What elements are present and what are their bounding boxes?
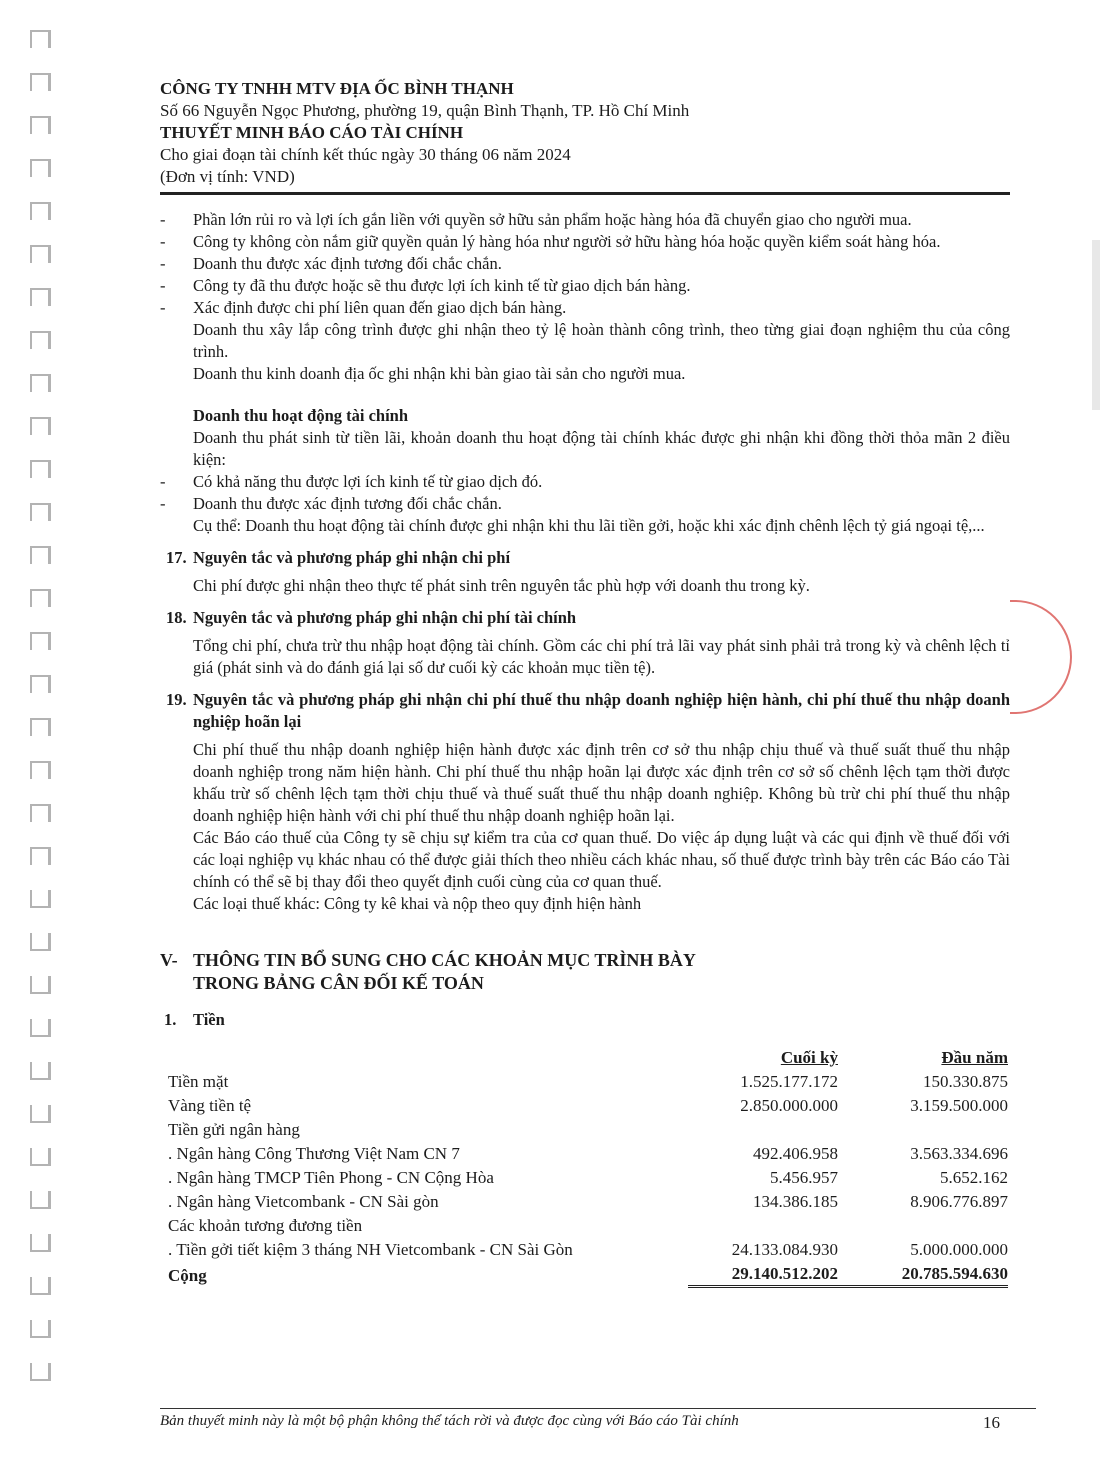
red-seal-stamp: [1010, 600, 1072, 714]
section-heading-19: 19. Nguyên tắc và phương pháp ghi nhận chi phí thuế thu nhập doanh nghiệp hiện hành, chi phí thuế thu nhập doanh nghiệp hoãn lại: [166, 690, 1010, 731]
document-title: THUYẾT MINH BÁO CÁO TÀI CHÍNH: [160, 123, 464, 142]
page-edge-shadow: [1092, 240, 1100, 410]
page-footer: [160, 1408, 1036, 1433]
part-v-heading: V- THÔNG TIN BỔ SUNG CHO CÁC KHOẢN MỤC TRÌNH BÀY TRONG BẢNG CÂN ĐỐI KẾ TOÁN: [160, 950, 696, 993]
binder-holes: [30, 30, 54, 1406]
column-header-end: Cuối kỳ: [780, 1048, 838, 1067]
total-begin: 20.785.594.630: [838, 1261, 1008, 1287]
notes-content: [160, 209, 1010, 1288]
footer-note: Bản thuyết minh này là một bộ phận không thể tách rời và được đọc cùng với Báo cáo Tài chính: [160, 1413, 739, 1429]
total-end: 29.140.512.202: [688, 1261, 838, 1287]
cash-table: [168, 1045, 1008, 1288]
list-item: - Có khả năng thu được lợi ích kinh tế từ giao dịch đó.: [160, 472, 543, 491]
list-item: - Phần lớn rủi ro và lợi ích gắn liền với quyền sở hữu sản phẩm hoặc hàng hóa đã chuyển giao cho người mua.: [160, 210, 912, 229]
list-item: - Công ty đã thu được hoặc sẽ thu được lợi ích kinh tế từ giao dịch bán hàng.: [160, 276, 691, 295]
table-row: . Ngân hàng Vietcombank - CN Sài gòn 134.386.185 8.906.776.897: [168, 1192, 1008, 1211]
paragraph: Các loại thuế khác: Công ty kê khai và nộp theo quy định hiện hành: [193, 894, 642, 913]
paragraph: Các Báo cáo thuế của Công ty sẽ chịu sự kiểm tra của cơ quan thuế. Do việc áp dụng luật và các qui định về thuế đối với các loại nghiệp vụ khác nhau có thể được giải thích theo nhiều cách khác nhau, số thuế được trình bày trên các Báo cáo Tài chính có thể sẽ bị thay đổi theo quyết định cuối cùng của cơ quan thuế.: [193, 828, 1010, 891]
section-heading-18: 18. Nguyên tắc và phương pháp ghi nhận chi phí tài chính: [166, 608, 577, 627]
table-row: . Ngân hàng TMCP Tiên Phong - CN Cộng Hòa 5.456.957 5.652.162: [168, 1168, 1008, 1187]
list-item: - Doanh thu được xác định tương đối chắc chắn.: [160, 254, 502, 273]
table-row: Các khoản tương đương tiền: [168, 1216, 363, 1235]
cash-heading: 1. Tiền: [164, 1010, 225, 1029]
document-header: [160, 78, 1010, 195]
paragraph: Doanh thu xây lắp công trình được ghi nhận theo tỷ lệ hoàn thành công trình, theo từng giai đoạn nghiệm thu của công trình.: [193, 320, 1010, 361]
column-header-begin: Đầu năm: [941, 1048, 1008, 1067]
table-row: . Tiền gởi tiết kiệm 3 tháng NH Vietcombank - CN Sài Gòn 24.133.084.930 5.000.000.000: [168, 1240, 1008, 1259]
paragraph: Chi phí được ghi nhận theo thực tế phát sinh trên nguyên tắc phù hợp với doanh thu trong kỳ.: [193, 576, 810, 595]
reporting-period: Cho giai đoạn tài chính kết thúc ngày 30 tháng 06 năm 2024: [160, 145, 571, 164]
list-item: - Công ty không còn nắm giữ quyền quản lý hàng hóa như người sở hữu hàng hóa hoặc quyền kiểm soát hàng hóa.: [160, 232, 941, 251]
table-row: . Ngân hàng Công Thương Việt Nam CN 7 492.406.958 3.563.334.696: [168, 1144, 1008, 1163]
paragraph: Tổng chi phí, chưa trừ thu nhập hoạt động tài chính. Gồm các chi phí trả lãi vay phát sinh phải trả trong kỳ và chênh lệch tỉ giá (phát sinh và do đánh giá lại số dư cuối kỳ các khoản mục tiền tệ).: [193, 636, 1010, 677]
company-name: CÔNG TY TNHH MTV ĐỊA ỐC BÌNH THẠNH: [160, 79, 514, 98]
table-header-row: [168, 1045, 1008, 1069]
table-row: Tiền gửi ngân hàng: [168, 1120, 300, 1139]
list-item: - Xác định được chi phí liên quan đến giao dịch bán hàng.: [160, 298, 567, 317]
document-page: [160, 78, 1010, 1288]
section-heading-17: 17. Nguyên tắc và phương pháp ghi nhận chi phí: [166, 548, 511, 567]
table-total-row: [168, 1261, 1008, 1287]
subheading-financial-revenue: Doanh thu hoạt động tài chính: [193, 406, 409, 425]
paragraph: Doanh thu phát sinh từ tiền lãi, khoản doanh thu hoạt động tài chính khác được ghi nhận khi đồng thời thỏa mãn 2 điều kiện:: [193, 428, 1010, 469]
list-item: - Doanh thu được xác định tương đối chắc chắn.: [160, 494, 502, 513]
footer-rule: [160, 1408, 1036, 1409]
paragraph: Chi phí thuế thu nhập doanh nghiệp hiện hành được xác định trên cơ sở thu nhập chịu thuế và thuế suất thuế thu nhập doanh nghiệp trong năm hiện hành. Chi phí thuế thu nhập hoãn lại được xác định trên cơ sở số chênh lệch tạm thời được khấu trừ số chênh lệch tạm thời chịu thuế và thuế suất thuế thu nhập doanh nghiệp. Không bù trừ chi phí thuế thu nhập doanh nghiệp hiện hành với chi phí thuế thu nhập doanh nghiệp hoãn lại.: [193, 740, 1010, 825]
header-rule: [160, 192, 1010, 195]
page-number: 16: [983, 1413, 1000, 1432]
currency-unit: (Đơn vị tính: VND): [160, 167, 295, 186]
table-row: Vàng tiền tệ 2.850.000.000 3.159.500.000: [168, 1096, 1008, 1115]
company-address: Số 66 Nguyễn Ngọc Phương, phường 19, quận Bình Thạnh, TP. Hồ Chí Minh: [160, 101, 690, 120]
table-row: Tiền mặt 1.525.177.172 150.330.875: [168, 1072, 1008, 1091]
total-label: Cộng: [168, 1265, 207, 1285]
paragraph: Cụ thể: Doanh thu hoạt động tài chính được ghi nhận khi thu lãi tiền gởi, hoặc khi xác định chênh lệch tỷ giá ngoại tệ,...: [193, 516, 985, 535]
paragraph: Doanh thu kinh doanh địa ốc ghi nhận khi bàn giao tài sản cho người mua.: [193, 364, 686, 383]
